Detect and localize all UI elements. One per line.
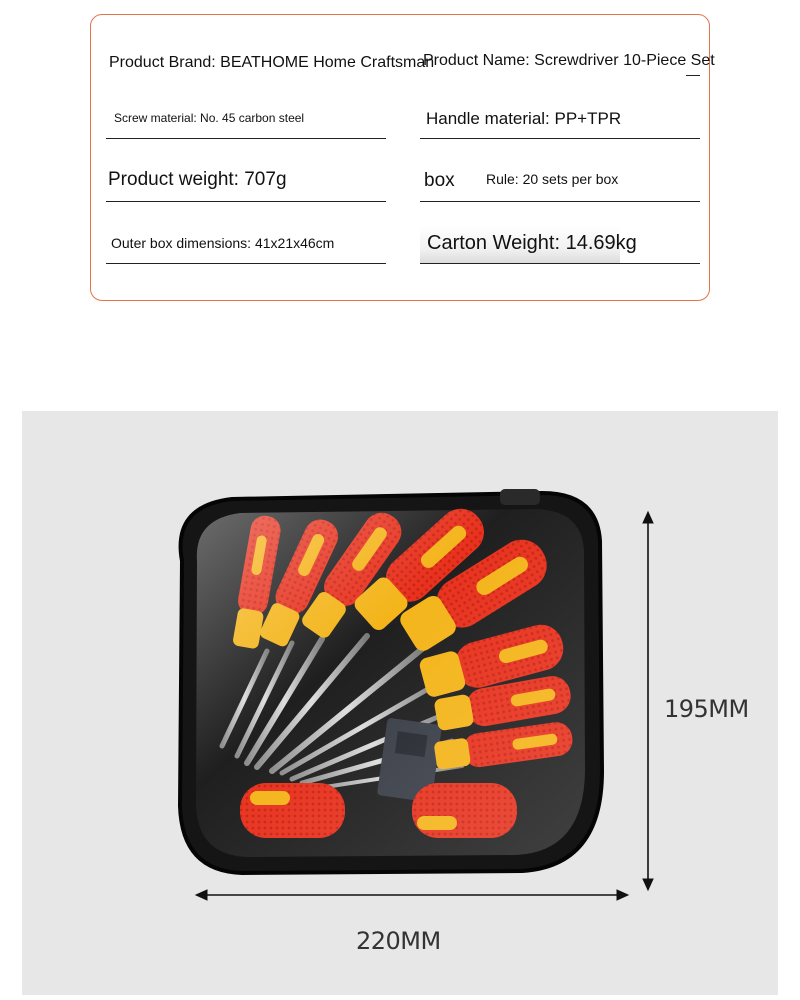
clear-window: [196, 509, 585, 857]
spec-screw-material-text: Screw material: No. 45 carbon steel: [114, 111, 305, 125]
width-label: 220MM: [356, 927, 441, 955]
spec-handle-material-text: Handle material: PP+TPR: [426, 109, 622, 128]
spec-brand-text: Product Brand: BEATHOME Home Craftsman: [109, 54, 435, 71]
product-photo: [22, 411, 778, 995]
spec-screw-material: [106, 100, 386, 139]
height-label: 195MM: [664, 695, 749, 723]
spec-outer-box: [106, 226, 386, 264]
width-dimension-arrow: [196, 890, 628, 900]
spec-outer-box-text: Outer box dimensions: 41x21x46cm: [111, 235, 335, 251]
spec-box-label: box: [424, 170, 455, 191]
spec-product-name: [420, 44, 715, 76]
spec-handle-material: [420, 100, 700, 139]
spec-weight: [106, 160, 386, 202]
spec-carton-weight-text: Carton Weight: 14.69kg: [427, 232, 637, 254]
spec-box-rule-text: Rule: 20 sets per box: [486, 171, 619, 187]
spec-box-rule: [420, 160, 700, 202]
height-dimension-arrow: [643, 512, 653, 890]
spec-weight-text: Product weight: 707g: [108, 169, 287, 190]
zipper-pull: [500, 489, 540, 505]
spec-carton-weight: [420, 226, 700, 264]
spec-brand: [106, 44, 435, 79]
spec-product-name-text: Product Name: Screwdriver 10-Piece Set: [423, 52, 715, 69]
underline-tick: [686, 75, 700, 76]
